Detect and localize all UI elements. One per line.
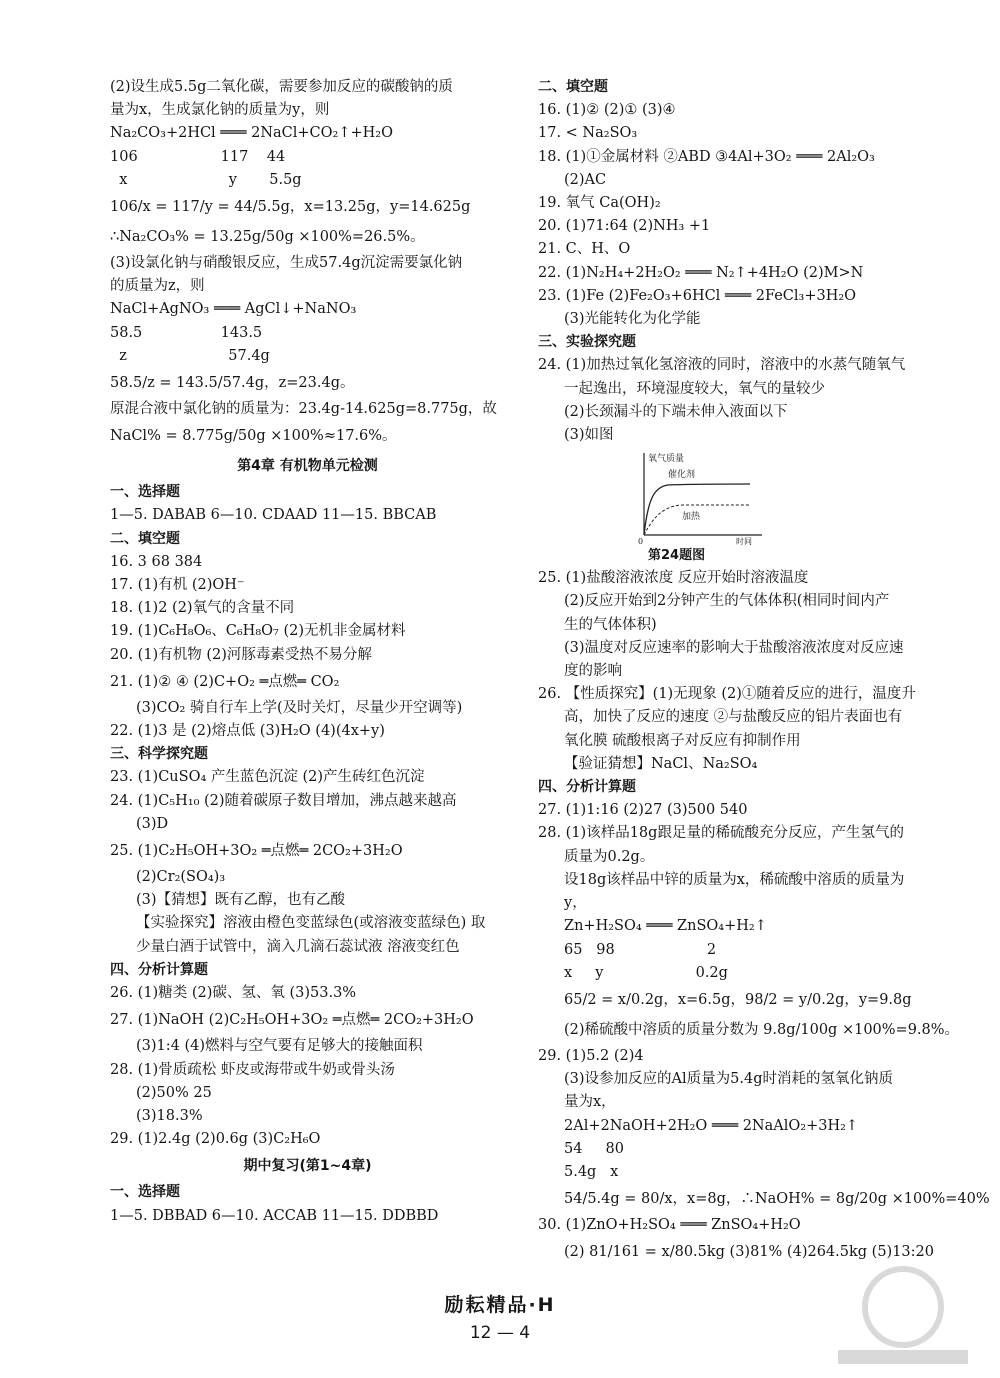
answer-line: 28. (1)骨质疏松 虾皮或海带或牛奶或骨头汤 xyxy=(110,1061,395,1078)
result-line: ∴Na₂CO₃% = 13.25g/50g ×100%=26.5%。 xyxy=(110,229,425,246)
equation-variables: 5.4g x xyxy=(564,1163,619,1180)
answer-line: 少量白酒于试管中，滴入几滴石蕊试液 溶液变红色 xyxy=(136,938,460,955)
answer-line: (2)长颈漏斗的下端未伸入液面以下 xyxy=(564,403,788,420)
answer-line: (3)温度对反应速率的影响大于盐酸溶液浓度对反应速 xyxy=(564,639,904,656)
answer-line: 26. (1)糖类 (2)碳、氢、氧 (3)53.3% xyxy=(110,985,357,1002)
answer-line: 21. C、H、O xyxy=(538,241,631,258)
answer-line: 度的影响 xyxy=(564,663,622,680)
equation-coefficients: 65 98 2 xyxy=(564,941,717,958)
equation-coefficients: 54 80 xyxy=(564,1140,624,1157)
answer-line: 21. (1)② ④ (2)C+O₂ ═点燃═ CO₂ xyxy=(110,673,340,690)
proportion: 58.5/z = 143.5/57.4g，z=23.4g。 xyxy=(110,375,355,392)
equation-coefficients: 106 117 44 xyxy=(110,148,286,165)
answer-line: 25. (1)C₂H₅OH+3O₂ ═点燃═ 2CO₂+3H₂O xyxy=(110,843,403,860)
answer-line: 设18g该样品中锌的质量为x，稀硫酸中溶质的质量为 xyxy=(564,871,905,888)
equation-variables: x y 0.2g xyxy=(564,964,728,981)
answer-line: (3)D xyxy=(136,815,169,832)
answer-line: 量为x， xyxy=(564,1094,616,1111)
section-heading: 三、科学探究题 xyxy=(110,746,208,763)
text-line: (2)设生成5.5g二氧化碳，需要参加反应的碳酸钠的质 xyxy=(110,79,453,95)
answer-line: (3)设参加反应的Al质量为5.4g时消耗的氢氧化钠质 xyxy=(564,1071,893,1088)
equation-coefficients: 58.5 143.5 xyxy=(110,324,263,341)
origin-label: 0 xyxy=(638,537,644,546)
answer-line: 20. (1)有机物 (2)河豚毒素受热不易分解 xyxy=(110,646,372,663)
answer-line: 23. (1)CuSO₄ 产生蓝色沉淀 (2)产生砖红色沉淀 xyxy=(110,769,425,786)
page-number: 12 — 4 xyxy=(469,1323,531,1343)
answer-line: 17. < Na₂SO₃ xyxy=(538,125,638,142)
oxygen-graph-svg xyxy=(638,449,768,545)
answer-line: 18. (1)①金属材料 ②ABD ③4Al+3O₂ ═══ 2Al₂O₃ xyxy=(538,148,875,165)
result-line: NaCl% = 8.775g/50g ×100%≈17.6%。 xyxy=(110,428,397,445)
proportion: 54/5.4g = 80/x，x=8g，∴NaOH% = 8g/20g ×100%=40% xyxy=(564,1191,990,1208)
answer-line: (3)光能转化为化学能 xyxy=(564,311,701,328)
answer-line: 【验证猜想】NaCl、Na₂SO₄ xyxy=(564,755,758,772)
answer-line: 29. (1)2.4g (2)0.6g (3)C₂H₆O xyxy=(110,1131,321,1148)
section-heading: 四、分析计算题 xyxy=(538,779,636,796)
section-heading: 一、选择题 xyxy=(110,1184,180,1201)
answer-line: 高，加快了反应的速度 ②与盐酸反应的铝片表面也有 xyxy=(564,709,903,726)
answer-line: 16. 3 68 384 xyxy=(110,553,203,570)
answer-line: 20. (1)71:64 (2)NH₃ +1 xyxy=(538,218,711,235)
section-heading: 一、选择题 xyxy=(110,484,180,501)
x-axis-label: 时间 xyxy=(736,537,752,546)
y-axis-label: 氧气质量 xyxy=(648,454,685,465)
answer-line: 22. (1)3 是 (2)熔点低 (3)H₂O (4)(4x+y) xyxy=(110,723,385,740)
answer-line: 1—5. DBBAD 6—10. ACCAB 11—15. DDBBD xyxy=(110,1207,439,1224)
proportion: 65/2 = x/0.2g，x=6.5g，98/2 = y/0.2g，y=9.8g xyxy=(564,991,912,1008)
text-line: 的质量为z，则 xyxy=(110,278,205,295)
answer-line: 28. (1)该样品18g跟足量的稀硫酸充分反应，产生氢气的 xyxy=(538,825,904,842)
catalyst-label: 催化剂 xyxy=(668,470,696,481)
answer-line: y， xyxy=(564,895,587,912)
answer-line: 30. (1)ZnO+H₂SO₄ ═══ ZnSO₄+H₂O xyxy=(538,1217,801,1234)
watermark-logo xyxy=(818,1262,988,1372)
equation: Na₂CO₃+2HCl ═══ 2NaCl+CO₂↑+H₂O xyxy=(110,125,393,142)
answer-line: (3)【猜想】既有乙醇，也有乙酸 xyxy=(136,892,346,909)
answer-line: 1—5. DABAB 6—10. CDAAD 11—15. BBCAB xyxy=(110,507,437,524)
answer-line: 一起逸出，环境湿度较大，氧气的量较少 xyxy=(564,380,825,397)
proportion: 106/x = 117/y = 44/5.5g，x=13.25g，y=14.625g xyxy=(110,199,471,216)
midterm-title: 期中复习(第1~4章) xyxy=(243,1158,372,1175)
equation-variables: x y 5.5g xyxy=(110,171,302,188)
chapter-title: 第4章 有机物单元检测 xyxy=(237,458,378,475)
equation: NaCl+AgNO₃ ═══ AgCl↓+NaNO₃ xyxy=(110,301,357,318)
answer-line: 25. (1)盐酸溶液浓度 反应开始时溶液温度 xyxy=(538,570,809,587)
answer-line: (2)Cr₂(SO₄)₃ xyxy=(136,869,226,886)
left-column xyxy=(110,76,505,1228)
equation: Zn+H₂SO₄ ═══ ZnSO₄+H₂↑ xyxy=(564,918,767,935)
brand-logo: 励耘精品·H xyxy=(444,1294,556,1316)
answer-line: 【实验探究】溶液由橙色变蓝绿色(或溶液变蓝绿色) 取 xyxy=(136,915,486,932)
figure-caption: 第24题图 xyxy=(648,548,706,564)
answer-line: (3)如图 xyxy=(564,427,614,444)
answer-line: 27. (1)1:16 (2)27 (3)500 540 xyxy=(538,802,748,819)
text-line: 原混合液中氯化钠的质量为：23.4g-14.625g=8.775g，故 xyxy=(110,401,497,418)
equation: 2Al+2NaOH+2H₂O ═══ 2NaAlO₂+3H₂↑ xyxy=(564,1117,859,1134)
section-heading: 二、填空题 xyxy=(538,79,608,95)
answer-line: 19. (1)C₆H₈O₆、C₆H₈O₇ (2)无机非金属材料 xyxy=(110,623,406,640)
answer-line: 氧化膜 硫酸根离子对反应有抑制作用 xyxy=(564,732,801,749)
answer-line: 23. (1)Fe (2)Fe₂O₃+6HCl ═══ 2FeCl₃+3H₂O xyxy=(538,287,857,304)
answer-line: (2)50% 25 xyxy=(136,1084,212,1101)
answer-line: 17. (1)有机 (2)OH⁻ xyxy=(110,577,245,594)
answer-line: 24. (1)C₅H₁₀ (2)随着碳原子数目增加，沸点越来越高 xyxy=(110,792,457,809)
answer-line: (3)CO₂ 骑自行车上学(及时关灯，尽量少开空调等) xyxy=(136,699,463,716)
text-line: 量为x，生成氯化钠的质量为y，则 xyxy=(110,102,330,119)
section-heading: 四、分析计算题 xyxy=(110,961,208,978)
answer-line: 29. (1)5.2 (2)4 xyxy=(538,1047,644,1064)
answer-line: 生的气体体积) xyxy=(564,616,657,633)
answer-line: (3)1:4 (4)燃料与空气要有足够大的接触面积 xyxy=(136,1038,423,1055)
answer-line: 27. (1)NaOH (2)C₂H₅OH+3O₂ ═点燃═ 2CO₂+3H₂O xyxy=(110,1012,474,1029)
heating-label: 加热 xyxy=(682,512,701,523)
answer-line: 质量为0.2g。 xyxy=(564,848,655,865)
answer-line: (2)AC xyxy=(564,171,607,188)
answer-line: 18. (1)2 (2)氧气的含量不同 xyxy=(110,600,295,617)
answer-line: 16. (1)② (2)① (3)④ xyxy=(538,102,676,119)
answer-line: 22. (1)N₂H₄+2H₂O₂ ═══ N₂↑+4H₂O (2)M>N xyxy=(538,264,864,281)
answer-line: 24. (1)加热过氧化氢溶液的同时，溶液中的水蒸气随氧气 xyxy=(538,357,906,374)
section-heading: 二、填空题 xyxy=(110,530,180,547)
answer-line: (2) 81/161 = x/80.5kg (3)81% (4)264.5kg (5)13:20 xyxy=(564,1244,934,1261)
catalyst-curve xyxy=(644,484,750,535)
answer-line: 19. 氧气 Ca(OH)₂ xyxy=(538,195,661,212)
answer-line: (2)反应开始到2分钟产生的气体体积(相同时间内产 xyxy=(564,593,890,610)
section-heading: 三、实验探究题 xyxy=(538,334,636,351)
equation-variables: z 57.4g xyxy=(110,347,270,364)
text-line: (3)设氯化钠与硝酸银反应，生成57.4g沉淀需要氯化钠 xyxy=(110,255,463,272)
oxygen-graph xyxy=(638,449,938,545)
right-column xyxy=(538,76,990,1267)
answer-line: 26. 【性质探究】(1)无现象 (2)①随着反应的进行，温度升 xyxy=(538,686,916,703)
answer-line: (3)18.3% xyxy=(136,1107,203,1124)
answer-line: (2)稀硫酸中溶质的质量分数为 9.8g/100g ×100%=9.8%。 xyxy=(564,1021,960,1038)
